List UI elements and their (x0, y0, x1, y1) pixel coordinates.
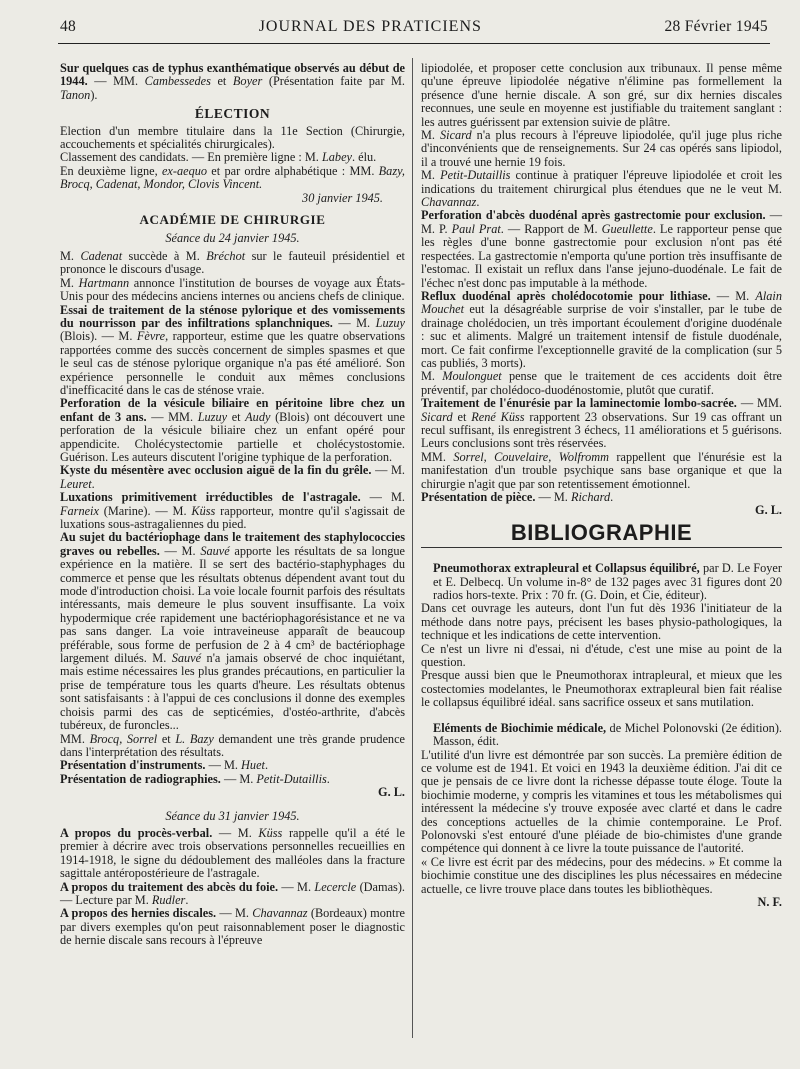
r-para-6: M. Moulonguet pense que le traitement de ces accidents doit être préventif, par cholédoco-duodénostomie, plutôt que curatif. (421, 369, 782, 397)
book-1-reference: Pneumothorax extrapleural et Collapsus équilibré, par D. Le Foyer et E. Delbecq. Un volume in-8° de 132 pages avec 31 figures dont 20 radios hors-texte. Prix : 70 fr. (G. Doin, et Cie, éditeur). (433, 561, 782, 603)
s2-para-1: A propos du procès-verbal. — M. Küss rappelle qu'il a été le premier à décrire avec trois observations personnelles recueillies en 1914-1918, le signe du dédoublement des malléoles dans la fracture sagittale antéropostérieure de l'astragale. (60, 825, 406, 881)
r-para-1: lipiodolée, et proposer cette conclusion aux tribunaux. Il pense même qu'une épreuve lipiodolée négative n'élimine pas formellement la présence d'une hernie discale. A son gré, sur dix hernies discales reconnues, une seule en moyenne est justifiable du traitement sanglant : les autres guérissent par extension suivie de plâtre. (421, 61, 782, 129)
r-para-7: Traitement de l'énurésie par la laminectomie lombo-sacrée. — MM. Sicard et René Küss rapportent 23 observations. Sur 19 cas offrant un recul suffisant, ils enregistrent 3 échecs, 11 améliorations et 5 guérisons. Leurs conclusions sont très réservées. (421, 396, 783, 451)
bibliographie-heading: BIBLIOGRAPHIE (510, 519, 693, 545)
book-2-para-1: L'utilité d'un livre est démontrée par son succès. La première édition de ce volume est de 1941. Et voici en 1943 la deuxième édition. J'ai dit ce que je pensais de ce livre dont la richesse dépasse toute éloge. Toute la biochimie moderne, y compris les vitamines et tous les métabolismes qui intéressent la médecine s'y trouve exposée avec clarté et dans le cadre des conceptions actuelles de la chimie contemporaine. Le Prof. Polonovski s'est entouré d'une pléiade de bio-chimistes d'une grande compétence qui donnent à ce livre la toute puissance de l'autorité. (421, 747, 782, 856)
election-heading: ÉLECTION (194, 106, 271, 122)
s1-para-3: Essai de traitement de la sténose pylorique et des vomissements du nourrisson par des infiltrations splanchniques. — M. Luzuy (Blois). — M. Fèvre, rapporteur, estime que les quatre observations rapportées comme des succès concernent de simples spasmes et que le seul cas de sténose pylorique organique n'a pas été amélioré. Son expérience personnelle le conduit aux mêmes conclusions d'inefficacité dans le cas de sténose vraie. (60, 302, 405, 397)
s1-para-6: Luxations primitivement irréductibles de l'astragale. — M. Farneix (Marine). — M. Küss rapporteur, montre qu'il s'agissait de luxations sous-astragaliennes du pied. (60, 490, 405, 531)
page-number: 48 (60, 18, 77, 35)
s1-para-9: Présentation d'instruments. — M. Huet. (60, 758, 269, 773)
s2-para-2: A propos du traitement des abcès du foie. — M. Lecercle (Damas). — Lecture par M. Rudler. (60, 879, 405, 907)
signature-2: G. L. (755, 503, 782, 518)
s1-para-8: MM. Brocq, Sorrel et L. Bazy demandent une très grande prudence dans l'interprétation des résultats. (60, 731, 405, 759)
r-para-8: MM. Sorrel, Couvelaire, Wolfromm rappellent que l'énurésie est la manifestation d'un trouble psychique sans base organique et que la chirurgie n'agit que par son retentissement émotionnel. (421, 449, 782, 491)
page-header (60, 18, 768, 44)
s1-para-5: Kyste du mésentère avec occlusion aiguë de la fin du grêle. — M. Leuret. (60, 463, 405, 491)
s1-para-2: M. Hartmann annonce l'institution de bourses de voyage aux États-Unis pour des médecins anciens internes ou anciens chefs de clinique. (60, 275, 405, 304)
article-typhus: Sur quelques cas de typhus exanthématique observés au début de 1944. — MM. Cambessedes et Boyer (Présentation faite par M. Tanon). (60, 61, 405, 102)
header-rule (58, 43, 770, 44)
column-divider (412, 58, 413, 1038)
s1-para-1: M. Cadenat succède à M. Bréchot sur le fauteuil présidentiel et prononce le discours d'usage. (60, 248, 405, 277)
r-para-3: M. Petit-Dutaillis continue à pratiquer l'épreuve lipiodolée et croit les indications du traitement chirurgical plus étendues que ne le veut M. Chavannaz. (421, 168, 782, 210)
election-text-2: Classement des candidats. — En première ligne : M. Labey. élu. (60, 150, 377, 165)
bibliographie-rule (421, 547, 782, 548)
book-2-reference: Eléments de Biochimie médicale, de Michel Polonovski (2e édition). Masson, édit. (433, 720, 782, 749)
election-date: 30 janvier 1945. (302, 190, 383, 205)
r-para-2: M. Sicard n'a plus recours à l'épreuve lipiodolée, qu'il juge plus riche d'inconvénients que de renseignements. Sur 24 cas opérés sans lipiodol, il a trouvé une hernie 19 fois. (421, 128, 782, 169)
s1-para-4: Perforation de la vésicule biliaire en péritoine libre chez un enfant de 3 ans. — MM. Luzuy et Audy (Blois) ont découvert une perforation de la vésicule biliaire chez un enfant opéré pour appendicite. Cholécystectomie partielle et cholécystostomie. Guérison. Les auteurs discutent l'origine typhique de la perforation. (60, 396, 405, 464)
s1-para-10: Présentation de radiographies. — M. Petit-Dutaillis. (60, 771, 330, 786)
academie-heading: ACADÉMIE DE CHIRURGIE (139, 212, 326, 228)
signature-3: N. F. (757, 894, 782, 909)
seance-heading-1: Séance du 24 janvier 1945. (165, 231, 300, 246)
r-para-4: Perforation d'abcès duodénal après gastrectomie pour exclusion. — M. P. Paul Prat. — Rapport de M. Gueullette. Le rapporteur pense que les règles d'une bonne gastrectomie pour exclusion n'ont pas été respectées. La gastrectomie n'emporta qu'une portion très insuffisante de l'estomac. Il existait un reflux dans l'anse jejuno-duodénale. Le fait de l'échec n'est donc pas imputable à la méthode. (421, 208, 782, 290)
r-para-5: Reflux duodénal après cholédocotomie pour lithiase. — M. Alain Mouchet eut la désagréable surprise de voir s'installer, par le tube de drainage cholédocien, un très important écoulement d'origine duodénale : suc et aliments. Malgré un traitement intensif de fistule duodénale, mort. Ce fait confirme l'exceptionnelle gravité de la complication (sur 5 cas publiés, 3 morts). (421, 288, 782, 370)
right-column (421, 62, 782, 909)
election-text-3: En deuxième ligne, ex-aequo et par ordre alphabétique : MM. Bazy, Brocq, Cadenat, Mondor, Clovis Vincent. (60, 163, 405, 192)
left-column (60, 62, 405, 948)
s1-para-7: Au sujet du bactériophage dans le traitement des staphylococcies graves ou rebelles. — M. Sauvé apporte les résultats de sa longue expérience en la matière. Il se sert des bactério-staphyphages du commerce et pense que les résultats obtenus dépendent avant tout du mode d'introduction choisi. La voie locale fournit parfois des résultats intéressants, mais demeure le plus souvent insuffisante. La voix hypodermique crée rapidement une bactériophagorésistance et ne va pas sans danger. La voie intraveineuse apparaît de beaucoup préférable, sous forme de perfusion de 2 à 4 cm³ de bactériophage largement dilués. M. Sauvé n'a jamais observé de choc inquiétant, mais estime nécessaires les plus grandes précautions, en particulier la prise de température tous les quarts d'heure. Les résultats obtenus sont satisfaisants : à l'appui de ces conclusions il donne des exemples choisis parmi des cas de septicémies, d'ostéo-arthrite, d'abcès tubéreux, de furoncles... (60, 530, 405, 733)
journal-title: JOURNAL DES PRATICIENS (258, 18, 482, 35)
book-2-para-2: « Ce livre est écrit par des médecins, pour des médecins. » Et comme la biochimie constitue une des disciplines les plus nécessaires en médecine actuelle, ce livre trouve place dans toutes les bibliothèques. (421, 854, 782, 896)
seance-heading-2: Séance du 31 janvier 1945. (165, 808, 300, 823)
r-para-9: Présentation de pièce. — M. Richard. (421, 490, 614, 504)
book-1-para-3: Presque aussi bien que le Pneumothorax intrapleural, et mieux que les costectomies modelantes, le Pneumothorax extrapleural bien fait réalise le collapsus équilibré idéal. sans sacrifice osseux et sans mutilation. (421, 668, 782, 710)
issue-date: 28 Février 1945 (664, 18, 768, 35)
election-text-1: Election d'un membre titulaire dans la 11e Section (Chirurgie, accouchements et spécialités chirurgicales). (60, 123, 405, 152)
signature-1: G. L. (378, 785, 405, 800)
book-1-para-1: Dans cet ouvrage les auteurs, dont l'un fut dès 1936 l'initiateur de la méthode dans notre pays, précisent les bases physio-pathologiques, la technique et les indications de cette intervention. (421, 601, 782, 643)
s2-para-3: A propos des hernies discales. — M. Chavannaz (Bordeaux) montre par divers exemples qu'on peut raisonnablement poser le diagnostic de hernie discale sans recours à l'épreuve (60, 906, 405, 948)
book-1-para-2: Ce n'est un livre ni d'essai, ni d'étude, c'est une mise au point de la question. (421, 641, 782, 670)
